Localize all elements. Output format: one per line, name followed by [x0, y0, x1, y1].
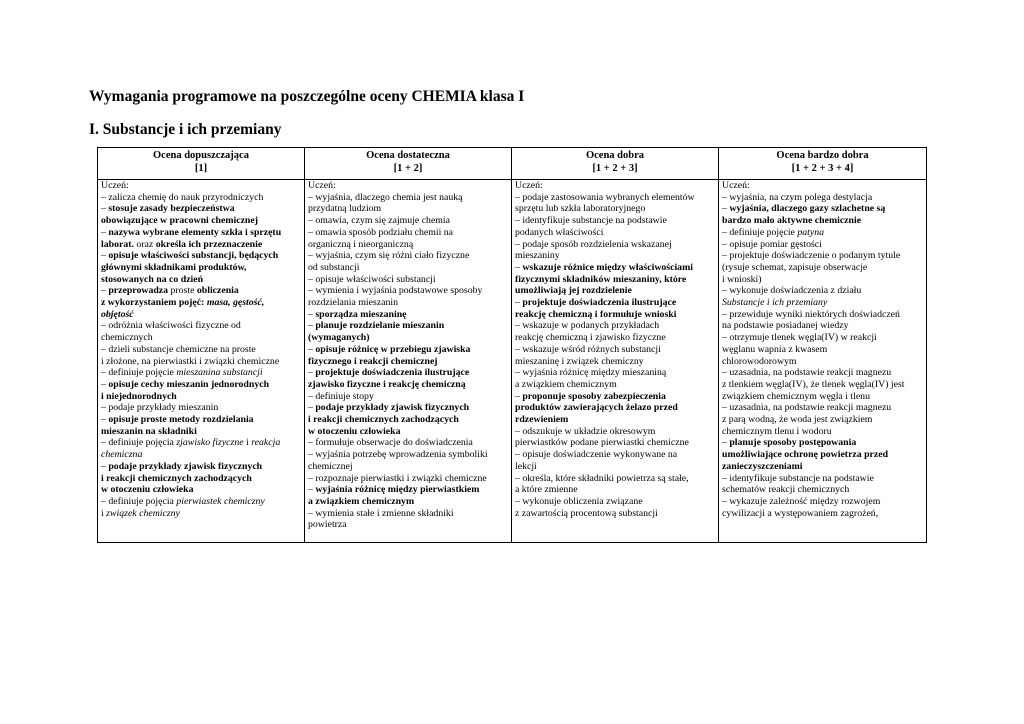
text-segment: – dzieli substancje chemiczne na proste [101, 343, 256, 355]
requirement-line [308, 250, 511, 262]
text-segment: i wnioski) [722, 273, 762, 285]
requirement-line [101, 332, 304, 344]
text-segment: fizycznymi składników mieszaniny, które [515, 273, 687, 285]
requirement-line [308, 192, 511, 204]
cell-grade-4 [719, 180, 927, 543]
text-segment: patyna [797, 226, 825, 238]
text-segment: i [101, 507, 107, 519]
requirement-line [722, 285, 926, 297]
text-segment: – identyfikuje substancje na podstawie [722, 472, 874, 484]
text-segment: planuje rozdzielanie mieszanin [315, 320, 445, 332]
header-grade-1 [98, 148, 305, 180]
text-segment: – wymienia stałe i zmienne składniki [308, 507, 454, 519]
text-segment: powietrza [308, 519, 347, 531]
text-segment: – definiuje pojęcie [101, 367, 177, 379]
text-segment: – [101, 203, 109, 215]
requirement-line [101, 203, 304, 215]
requirement-line [515, 367, 718, 379]
text-segment: chemicznej [308, 460, 353, 472]
requirements-table [97, 147, 927, 543]
header-grade-name: Ocena bardzo dobra [776, 150, 869, 161]
text-segment: – [101, 460, 109, 472]
requirement-line [101, 297, 304, 309]
text-segment: – opisuje właściwości substancji [308, 273, 436, 285]
requirement-line [722, 484, 926, 496]
requirement-line [515, 215, 718, 227]
document-title: Wymagania programowe na poszczególne oceny CHEMIA klasa I [89, 88, 525, 105]
requirement-line [722, 426, 926, 438]
text-segment: pierwiastków podane pierwiastki chemiczne [515, 437, 689, 449]
requirement-line [308, 203, 511, 215]
text-segment: z wykorzystaniem pojęć: [101, 297, 207, 309]
text-segment: rdzewieniem [515, 414, 569, 426]
requirement-line [722, 180, 926, 192]
header-grade-range: [1 + 2 + 3 + 4] [791, 162, 854, 174]
requirement-line [515, 274, 718, 286]
text-segment: – wyjaśnia potrzebę wprowadzenia symboliki [308, 449, 488, 461]
text-segment: – [308, 343, 316, 355]
requirement-line [101, 367, 304, 379]
text-segment: opisuje właściwości substancji, będących [108, 250, 279, 262]
text-segment: chemicznym tlenu i wodoru [722, 425, 832, 437]
requirement-line [722, 496, 926, 508]
text-segment: reakcję chemiczną i zjawisko fizyczne [515, 332, 666, 344]
requirement-line [101, 414, 304, 426]
requirement-line [101, 309, 304, 321]
requirement-line [308, 437, 511, 449]
requirement-line [308, 239, 511, 251]
text-segment: objętość [101, 308, 134, 320]
requirement-line [308, 473, 511, 485]
cell-grade-3 [512, 180, 719, 543]
requirement-line [308, 285, 511, 297]
text-segment: Uczeń: [515, 180, 543, 191]
requirement-line [515, 297, 718, 309]
requirement-line [308, 519, 511, 531]
text-segment: (wymaganych) [308, 332, 370, 344]
text-segment: od substancji [308, 261, 360, 273]
text-segment: – opisuje doświadczenie wykonywane na [515, 449, 678, 461]
requirement-line [722, 402, 926, 414]
requirement-line [515, 239, 718, 251]
text-segment: – [722, 437, 730, 449]
text-segment: – wskazuje wśród różnych substancji [515, 343, 661, 355]
text-segment: stosowanych na co dzień [101, 273, 204, 285]
requirement-line [722, 461, 926, 473]
text-segment: – [515, 261, 523, 273]
requirement-line [308, 508, 511, 520]
text-segment: w otoczeniu człowieka [101, 484, 194, 496]
requirement-line [101, 215, 304, 227]
text-segment: (rysuje schemat, zapisuje obserwacje [722, 261, 868, 273]
text-segment: – omawia sposób podziału chemii na [308, 226, 454, 238]
requirement-line [101, 239, 304, 251]
text-segment: a związkiem chemicznym [308, 495, 415, 507]
text-segment: – definiuje pojęcia [101, 495, 177, 507]
text-segment: obliczenia [196, 285, 239, 297]
text-segment: – opisuje pomiar gęstości [722, 238, 822, 250]
requirement-line [308, 332, 511, 344]
text-segment: – formułuje obserwacje do doświadczenia [308, 437, 473, 449]
header-grade-2 [305, 148, 512, 180]
requirement-line [101, 274, 304, 286]
requirement-line [308, 274, 511, 286]
text-segment: mieszaninę i związek chemiczny [515, 355, 644, 367]
text-segment: głównymi składnikami produktów, [101, 261, 247, 273]
section-title: I. Substancje i ich przemiany [89, 121, 282, 138]
text-segment: umożliwiają jej rozdzielenie [515, 285, 632, 297]
requirement-line [515, 192, 718, 204]
requirement-line [722, 274, 926, 286]
header-grade-name: Ocena dopuszczająca [153, 150, 249, 161]
text-segment: podaje przykłady zjawisk fizycznych [315, 402, 470, 414]
cell-grade-2 [305, 180, 512, 543]
text-segment: – [101, 378, 109, 390]
requirement-line [722, 215, 926, 227]
text-segment: obowiązujące w pracowni chemicznej [101, 215, 258, 227]
requirement-line [515, 461, 718, 473]
requirement-line [722, 437, 926, 449]
requirement-line [515, 473, 718, 485]
text-segment: nazywa wybrane elementy szkła i sprzętu [108, 226, 282, 238]
text-segment: schematów reakcji chemicznych [722, 484, 850, 496]
requirement-line [308, 402, 511, 414]
requirement-line [515, 402, 718, 414]
requirement-line [722, 320, 926, 332]
text-segment: planuje sposoby postępowania [729, 437, 857, 449]
requirement-line [308, 449, 511, 461]
text-segment: związkiem chemicznym węgla i tlenu [722, 390, 870, 402]
text-segment: a które zmienne [515, 484, 578, 496]
requirement-line [101, 262, 304, 274]
text-segment: projektuje doświadczenia ilustrujące [315, 367, 470, 379]
text-segment: i niejednorodnych [101, 390, 177, 402]
requirement-line [101, 344, 304, 356]
text-segment: zanieczyszczeniami [722, 460, 803, 472]
text-segment: masa, gęstość, [206, 297, 265, 309]
text-segment: wyjaśnia różnicę między pierwiastkiem [315, 484, 480, 496]
text-segment: wyjaśnia, dlaczego gazy szlachetne są [729, 203, 886, 215]
text-segment: z tlenkiem węgla(IV), że tlenek węgla(IV) jest [722, 378, 905, 390]
header-grade-3 [512, 148, 719, 180]
requirement-line [515, 484, 718, 496]
text-segment: podaje przykłady zjawisk fizycznych [108, 460, 263, 472]
requirement-line [722, 250, 926, 262]
requirement-line [101, 402, 304, 414]
text-segment: stosuje zasady bezpieczeństwa [108, 203, 235, 215]
requirement-line [101, 180, 304, 192]
header-grade-name: Ocena dobra [585, 150, 645, 161]
requirement-line [722, 414, 926, 426]
text-segment: – wykonuje obliczenia związane [515, 495, 643, 507]
text-segment: – wyjaśnia, na czym polega destylacja [722, 191, 873, 203]
requirement-line [308, 215, 511, 227]
requirement-line [515, 320, 718, 332]
text-segment: z parą wodną, że woda jest związkiem [722, 414, 873, 426]
text-segment: przeprowadza [108, 285, 169, 297]
text-segment: wskazuje różnice między właściwościami [522, 261, 693, 273]
requirement-line [515, 437, 718, 449]
requirement-line [101, 437, 304, 449]
cell-grade-1 [98, 180, 305, 543]
table-row [98, 180, 927, 543]
text-segment: proponuje sposoby zabezpieczenia [522, 390, 666, 402]
text-segment: w otoczeniu człowieka [308, 425, 401, 437]
text-segment: chemiczna [101, 449, 143, 461]
text-segment: – definiuje stopy [308, 390, 374, 402]
requirement-line [515, 379, 718, 391]
requirement-line [308, 309, 511, 321]
text-segment: – uzasadnia, na podstawie reakcji magnezu [722, 367, 892, 379]
text-segment: – [515, 390, 523, 402]
text-segment: mieszaniny [515, 250, 560, 262]
text-segment: z zawartością procentową substancji [515, 507, 658, 519]
requirement-line [515, 449, 718, 461]
text-segment: – wykonuje doświadczenia z działu [722, 285, 862, 297]
text-segment: i reakcji chemicznych zachodzących [101, 472, 252, 484]
text-segment: – rozpoznaje pierwiastki i związki chemiczne [308, 472, 487, 484]
text-segment: opisuje cechy mieszanin jednorodnych [108, 378, 270, 390]
requirement-line [101, 356, 304, 368]
requirement-line [515, 227, 718, 239]
requirement-line [308, 262, 511, 274]
table-header-row [98, 148, 927, 180]
requirement-line [101, 461, 304, 473]
requirement-line [722, 309, 926, 321]
header-grade-4 [719, 148, 927, 180]
requirement-line [101, 192, 304, 204]
text-segment: oraz [133, 238, 156, 250]
text-segment: – zalicza chemię do nauk przyrodniczych [101, 191, 264, 203]
requirement-line [308, 344, 511, 356]
text-segment: – [101, 226, 109, 238]
text-segment: pierwiastek chemiczny [176, 495, 265, 507]
requirement-line [308, 367, 511, 379]
text-segment: opisuje proste metody rozdzielania [108, 414, 254, 426]
text-segment: – projektuje doświadczenie o podanym tytule [722, 250, 901, 262]
requirement-line [515, 332, 718, 344]
requirement-line [722, 449, 926, 461]
text-segment: i złożone, na pierwiastki i związki chemiczne [101, 355, 280, 367]
text-segment: – wyjaśnia różnicę między mieszaniną [515, 367, 667, 379]
requirement-line [308, 484, 511, 496]
text-segment: – uzasadnia, na podstawie reakcji magnezu [722, 402, 892, 414]
requirement-line [722, 508, 926, 520]
text-segment: – podaje przykłady mieszanin [101, 402, 219, 414]
requirement-line [101, 473, 304, 485]
text-segment: – wyjaśnia, czym się różni ciało fizyczne [308, 250, 470, 262]
text-segment: – identyfikuje substancje na podstawie [515, 215, 667, 227]
requirement-line [722, 203, 926, 215]
text-segment: – [308, 402, 316, 414]
requirement-line [515, 250, 718, 262]
requirement-line [101, 426, 304, 438]
requirement-line [515, 391, 718, 403]
text-segment: – omawia, czym się zajmuje chemia [308, 215, 450, 227]
text-segment: chemicznych [101, 332, 153, 344]
requirement-line [722, 239, 926, 251]
requirement-line [722, 473, 926, 485]
requirement-line [308, 379, 511, 391]
requirement-line [722, 262, 926, 274]
requirement-line [308, 391, 511, 403]
text-segment: – wskazuje w podanych przykładach [515, 320, 660, 332]
requirement-line [308, 414, 511, 426]
requirement-line [515, 426, 718, 438]
text-segment: określa ich przeznaczenie [155, 238, 263, 250]
text-segment: i [243, 437, 252, 449]
requirement-line [515, 508, 718, 520]
text-segment: proste [168, 285, 197, 297]
text-segment: zjawisko fizyczne [176, 437, 244, 449]
text-segment: – wymienia i wyjaśnia podstawowe sposoby [308, 285, 483, 297]
requirement-line [722, 297, 926, 309]
requirement-line [308, 297, 511, 309]
text-segment: Substancje i ich przemiany [722, 297, 828, 309]
text-segment: chlorowodorowym [722, 355, 797, 367]
text-segment: Uczeń: [722, 180, 750, 191]
text-segment: – [308, 320, 316, 332]
requirement-line [515, 262, 718, 274]
requirement-line [101, 484, 304, 496]
text-segment: – [101, 250, 109, 262]
text-segment: – podaje zastosowania wybranych elementów [515, 191, 695, 203]
requirement-line [515, 344, 718, 356]
requirement-line [722, 192, 926, 204]
text-segment: opisuje różnicę w przebiegu zjawiska [315, 343, 471, 355]
text-segment: – otrzymuje tlenek węgla(IV) w reakcji [722, 332, 877, 344]
text-segment: – [515, 297, 523, 309]
requirement-line [101, 250, 304, 262]
requirement-line [101, 285, 304, 297]
requirement-line [308, 426, 511, 438]
requirement-line [515, 285, 718, 297]
requirement-line [308, 496, 511, 508]
requirement-line [722, 332, 926, 344]
text-segment: projektuje doświadczenia ilustrujące [522, 297, 677, 309]
text-segment: – odróżnia właściwości fizyczne od [101, 320, 241, 332]
requirement-line [101, 496, 304, 508]
text-segment: – określa, które składniki powietrza są stałe, [515, 472, 689, 484]
text-segment: organiczną i nieorganiczną [308, 238, 414, 250]
text-segment: – wyjaśnia, dlaczego chemia jest nauką [308, 191, 463, 203]
text-segment: – podaje sposób rozdzielenia wskazanej [515, 238, 672, 250]
text-segment: – [308, 308, 316, 320]
text-segment: – odszukuje w układzie okresowym [515, 425, 656, 437]
header-grade-range: [1] [194, 162, 208, 174]
header-grade-range: [1 + 2] [393, 162, 423, 174]
text-segment: węglanu wapnia z kwasem [722, 343, 828, 355]
requirement-line [101, 379, 304, 391]
text-segment: podanych właściwości [515, 226, 604, 238]
text-segment: bardzo mało aktywne chemicznie [722, 215, 862, 227]
text-segment: a związkiem chemicznym [515, 378, 617, 390]
requirement-line [515, 309, 718, 321]
requirement-line [722, 379, 926, 391]
requirement-line [722, 391, 926, 403]
text-segment: związek chemiczny [106, 507, 180, 519]
text-segment: mieszanina substancji [176, 367, 263, 379]
requirement-line [101, 320, 304, 332]
requirement-line [308, 180, 511, 192]
text-segment: Uczeń: [101, 180, 129, 191]
requirement-line [308, 461, 511, 473]
text-segment: zjawisko fizyczne i reakcję chemiczną [308, 378, 466, 390]
requirement-line [515, 356, 718, 368]
text-segment: – [101, 414, 109, 426]
requirement-line [515, 414, 718, 426]
requirement-line [515, 496, 718, 508]
text-segment: reakcja [251, 437, 281, 449]
requirement-line [308, 320, 511, 332]
text-segment: – wykazuje zależność między rozwojem [722, 495, 881, 507]
text-segment: i reakcji chemicznych zachodzących [308, 414, 459, 426]
text-segment: – [101, 285, 109, 297]
text-segment: – definiuje pojęcie [722, 226, 798, 238]
requirement-line [308, 356, 511, 368]
text-segment: – definiuje pojęcia [101, 437, 177, 449]
requirement-line [101, 449, 304, 461]
text-segment: – przewiduje wyniki niektórych doświadczeń [722, 308, 900, 320]
text-segment: lekcji [515, 460, 537, 472]
requirement-line [101, 508, 304, 520]
requirement-line [722, 356, 926, 368]
requirement-line [515, 180, 718, 192]
text-segment: umożliwiające ochronę powietrza przed [722, 449, 889, 461]
text-segment: reakcję chemiczną i formułuje wnioski [515, 308, 677, 320]
text-segment: mieszanin na składniki [101, 425, 197, 437]
text-segment: cywilizacji a występowaniem zagrożeń, [722, 507, 879, 519]
text-segment: Uczeń: [308, 180, 336, 191]
requirement-line [722, 367, 926, 379]
text-segment: – [722, 203, 730, 215]
text-segment: – [308, 367, 316, 379]
requirement-line [308, 227, 511, 239]
text-segment: laborat. [101, 238, 134, 250]
requirement-line [722, 344, 926, 356]
text-segment: fizycznego i reakcji chemicznej [308, 355, 438, 367]
text-segment: przydatną ludziom [308, 203, 382, 215]
requirement-line [722, 227, 926, 239]
header-grade-name: Ocena dostateczna [366, 150, 450, 161]
requirement-line [101, 391, 304, 403]
text-segment: – [308, 484, 316, 496]
text-segment: produktów zawierających żelazo przed [515, 402, 678, 414]
requirement-line [515, 203, 718, 215]
header-grade-range: [1 + 2 + 3] [592, 162, 638, 174]
text-segment: rozdzielania mieszanin [308, 297, 399, 309]
text-segment: sporządza mieszaninę [315, 308, 407, 320]
text-segment: na podstawie posiadanej wiedzy [722, 320, 849, 332]
text-segment: sprzętu lub szkła laboratoryjnego [515, 203, 646, 215]
requirement-line [101, 227, 304, 239]
